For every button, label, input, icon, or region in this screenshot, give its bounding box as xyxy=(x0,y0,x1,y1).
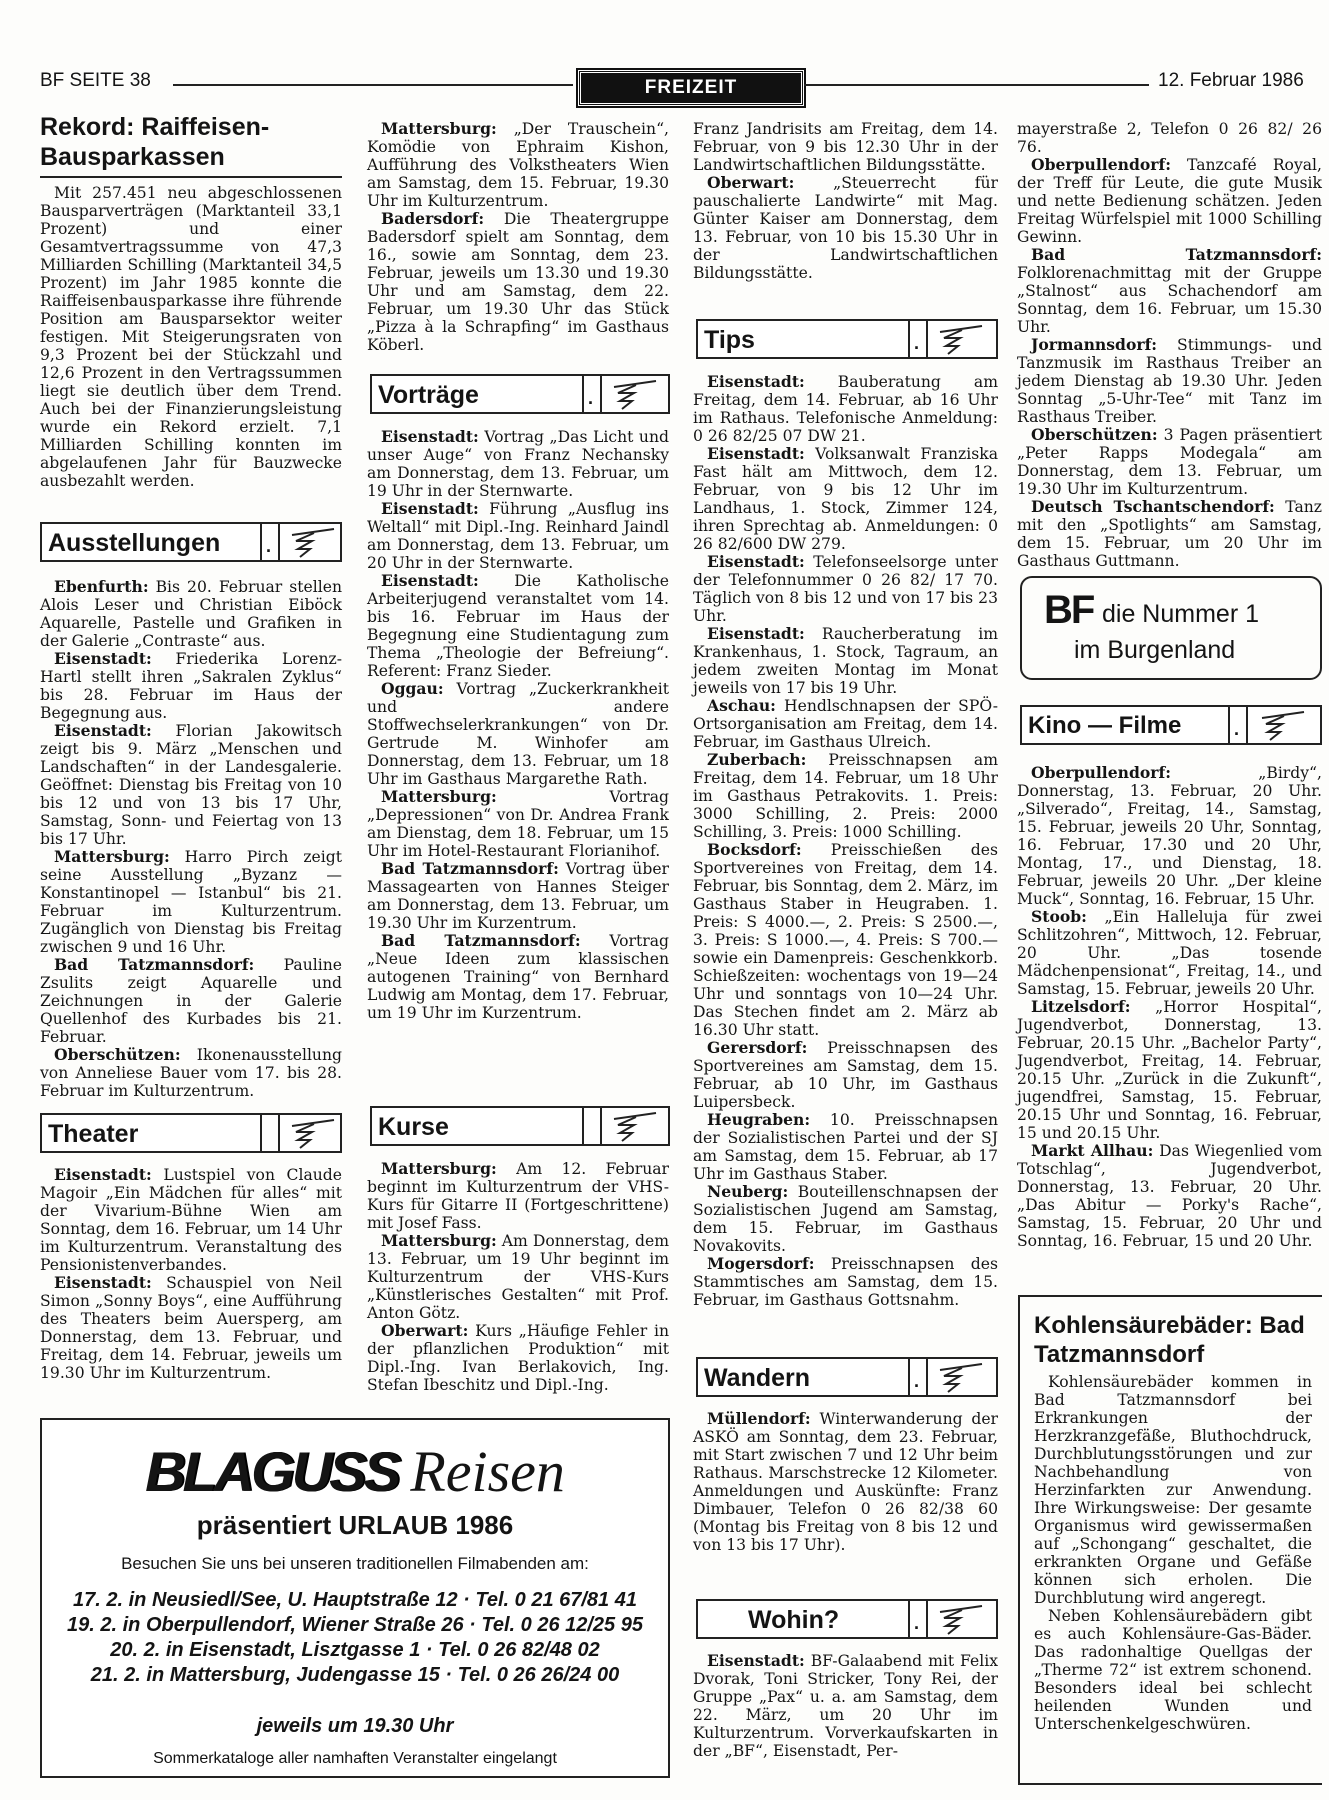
listing-place: Mattersburg: xyxy=(381,1231,497,1250)
listing-text: „Ein Halleluja für zwei Schlitzohren“, Mittwoch, 12. Februar, 20 Uhr. „Das tosende Mädchenpensionat“, Freitag, 14., und Samstag, 15. Februar, jeweils 20 Uhr. xyxy=(1017,908,1322,998)
listing-text: Volksanwalt Franziska Fast hält am Mittwoch, dem 12. Februar, von 9 bis 12 Uhr im Landhaus, 1. Stock, Zimmer 124, ihren Sprechtag ab. Anmeldungen: 0 26 82/600 DW 279. xyxy=(693,445,998,553)
listing-text: Tanzcafé Royal, der Treff für Leute, die gute Musik und nette Bedienung schätzen. Jeden Freitag Würfelspiel mit 1000 Schilling Gewinn. xyxy=(1017,156,1322,246)
listing-entry xyxy=(40,578,342,650)
listing-entry xyxy=(1017,998,1322,1142)
section-label: Ausstellungen xyxy=(48,529,221,557)
pointing-hand-icon xyxy=(288,1118,338,1150)
article-title: Rekord: Raiffeisen-Bausparkassen xyxy=(40,112,342,178)
listing-entry xyxy=(40,1166,342,1274)
bf-logo: BF xyxy=(1044,588,1094,632)
listing-place: Oberschützen: xyxy=(54,1045,181,1064)
section-box-kurse xyxy=(370,1106,670,1146)
section-label: Tips xyxy=(704,326,755,354)
pointing-hand-icon xyxy=(1258,710,1308,742)
listing-text: Winterwanderung der ASKÖ am Sonntag, dem 23. Februar, mit Start zwischen 7 und 12 Uhr beim Rathaus. Marschstrecke 12 Kilometer. Anmeldungen und Auskünfte: Franz Dimbauer, Telefon 0 26 82/38 60 (Montag bis Freitag von 8 bis 12 und von 13 bis 17 Uhr). xyxy=(693,1410,998,1554)
listing-place: Eisenstadt: xyxy=(707,624,805,643)
ad-footer: Sommerkataloge aller namhaften Veranstalter eingelangt xyxy=(153,1750,557,1767)
listing-text: Das Wiegenlied vom Totschlag“, Jugendverbot, Donnerstag, 13. Februar, 20 Uhr. „Das Abitur — Porky's Rache“, Samstag, 15. Februar, 20 Uhr und Sonntag, 16. Februar, 15 und 20 Uhr. xyxy=(1017,1142,1322,1250)
listing-text: Preisschnapsen des Sportvereines am Samstag, dem 15. Februar, ab 10 Uhr, im Gasthaus Luipersbeck. xyxy=(693,1039,998,1111)
listing-place: Eisenstadt: xyxy=(381,427,479,446)
listing-text: „Horror Hospital“, Jugendverbot, Donnerstag, 13. Februar, 20.15 Uhr. „Bachelor Party“, Jugendverbot, Freitag, 14. Februar, 20.15 Uhr. „Zurück in die Zukunft“, jugendfrei, Samstag, 15. Februar, 20.15 Uhr und Sonntag, 16. Februar, 15 und 20.15 Uhr. xyxy=(1017,998,1322,1142)
listing-place: Badersdorf: xyxy=(381,209,485,228)
listing-text: Kurs „Häufige Fehler in der pflanzlichen Produktion“ mit Dipl.-Ing. Ivan Berlakovich, Ing. Stefan Ibeschitz und Dipl.-Ing. xyxy=(367,1322,669,1394)
section-box-ausstellungen: Ausstellungen . xyxy=(40,522,342,562)
listing-place: Mattersburg: xyxy=(381,119,497,138)
listing-text: Telefonseelsorge unter der Telefonnummer 0 26 82/ 17 70. Täglich von 8 bis 12 und von 17 bis 23 Uhr. xyxy=(693,553,998,625)
listing-entry xyxy=(1017,246,1322,336)
listing-entry xyxy=(40,1046,342,1100)
bf-slogan-line2: im Burgenland xyxy=(1074,636,1236,664)
section-box-wohin: Wohin? . xyxy=(696,1599,998,1639)
listing-entry xyxy=(40,722,342,848)
section-label: Wohin? xyxy=(748,1606,840,1634)
listing-text: Friederika Lorenz-Hartl stellt ihren „Sakralen Zyklus“ bis 28. Februar im Haus der Begegnung aus. xyxy=(40,650,342,722)
listing-entry xyxy=(367,120,669,210)
pointing-hand-icon xyxy=(936,324,986,356)
listing-text: BF-Galaabend mit Felix Dvorak, Toni Stricker, Tony Rei, der Gruppe „Pax“ u. a. am Samstag, dem 22. März, um 20 Uhr im Kulturzentrum. Vorverkaufskarten in der „BF“, Eisenstadt, Per- xyxy=(693,1652,998,1760)
listing-entry xyxy=(40,956,342,1046)
listing-text: Preisschießen des Sportvereines von Freitag, dem 14. Februar, bis Sonntag, dem 2. März, im Gasthaus Staber in Heugraben. 1. Preis: S 4000.—, 2. Preis: S 2500.—, 3. Preis: S 1000.—, 4. Preis: S 700.— sowie ein Damenpreis: Geschenkkorb. Schießzeiten: wochentags von 19—24 Uhr und sonntags von 10—24 Uhr. Das Stechen findet am 2. März ab 16.30 Uhr statt. xyxy=(693,841,998,1039)
tips-list xyxy=(693,373,998,1309)
listing-place: Eisenstadt: xyxy=(54,649,152,668)
listing-entry xyxy=(1017,1142,1322,1250)
listing-place: Oberschützen: xyxy=(1031,425,1158,444)
pointing-hand-icon xyxy=(610,379,660,411)
listing-text: Pauline Zsulits zeigt Aquarelle und Zeichnungen in der Galerie Quellenhof des Kurbades bis 21. Februar. xyxy=(40,956,342,1046)
listing-text: Lustspiel von Claude Magoir „Ein Mädchen für alles“ mit der Vivarium-Bühne Wien am Sonntag, dem 16. Februar, um 14 Uhr im Kulturzentrum. Veranstaltung des Pensionistenverbandes. xyxy=(40,1166,342,1274)
listing-place: Oberpullendorf: xyxy=(1031,763,1171,782)
listing-entry xyxy=(693,373,998,445)
kohlensaeure-p2: Neben Kohlensäurebädern gibt es auch Kohlensäure-Gas-Bäder. Das radonhaltige Quellgas der „Therme 72“ ist extrem schonend. Besonders ideal bei schlecht heilenden Wunden und Unterschenkelgeschwüren. xyxy=(1034,1607,1312,1733)
listing-place: Litzelsdorf: xyxy=(1031,997,1131,1016)
listing-entry xyxy=(367,932,669,1022)
listing-entry xyxy=(1017,498,1322,570)
listing-text: Die Theatergruppe Badersdorf spielt am Sonntag, dem 16., sowie am Sonntag, dem 23. Februar, jeweils um 13.30 und 19.30 Uhr und am Samstag, dem 22. Februar, um 19.30 Uhr das Stück „Pizza à la Schrapfing“ im Gasthaus Köberl. xyxy=(367,210,669,354)
listing-text: Schauspiel von Neil Simon „Sonny Boys“, eine Aufführung des Theaters beim Auersperg, am Donnerstag, dem 13. Februar, und Freitag, dem 14. Februar, jeweils um 19.30 Uhr im Kulturzentrum. xyxy=(40,1274,342,1382)
ad-brand: BLAGUSS xyxy=(145,1440,398,1503)
listing-place: Aschau: xyxy=(707,696,776,715)
listing-text: Vortrag „Neue Ideen zum klassischen autogenen Training“ von Bernhard Ludwig am Montag, dem 17. Februar, um 19 Uhr im Kurzentrum. xyxy=(367,932,669,1022)
pointing-hand-icon xyxy=(610,1111,660,1143)
pointing-hand-icon xyxy=(936,1604,986,1636)
listing-text: Bis 20. Februar stellen Alois Leser und Christian Eiböck Aquarelle, Pastelle und Grafiken in der Galerie „Contraste“ aus. xyxy=(40,578,342,650)
column-4 xyxy=(1017,120,1322,570)
listing-place: Neuberg: xyxy=(707,1182,789,1201)
listing-place: Eisenstadt: xyxy=(707,1651,805,1670)
kohlensaeure-p1: Kohlensäurebäder kommen in Bad Tatzmannsdorf bei Erkrankungen der Herzkranzgefäße, Bluthochdruck, Durchblutungsstörungen und zur Nachbehandlung von Herzinfarkten zur Anwendung. Ihre Wirkungsweise: Der gesamte Organismus wird gewissermaßen auf „Schongang“ geschaltet, die erkrankten Organe und Gefäße können sich erholen. Die Durchblutung wird angeregt. xyxy=(1034,1373,1312,1607)
listing-place: Jormannsdorf: xyxy=(1031,335,1158,354)
section-label: Theater xyxy=(48,1120,139,1148)
listing-place: Gerersdorf: xyxy=(707,1038,808,1057)
section-label: Wandern xyxy=(704,1364,811,1392)
listing-place: Müllendorf: xyxy=(707,1409,811,1428)
listing-text: Die Katholische Arbeiterjugend veranstaltet vom 14. bis 16. Februar im Haus der Begegnung eine Studientagung zum Thema „Theologie der Befreiung“. Referent: Franz Sieder. xyxy=(367,572,669,680)
vortraege-list xyxy=(367,428,669,1022)
page-date: 12. Februar 1986 xyxy=(1158,70,1304,91)
continued-text: Franz Jandrisits am Freitag, dem 14. Februar, von 9 bis 12.30 Uhr in der Landwirtschaftlichen Bildungsstätte. xyxy=(693,120,998,174)
listing-place: Oberpullendorf: xyxy=(1031,155,1171,174)
listing-entry xyxy=(1017,156,1322,246)
listing-place: Mattersburg: xyxy=(381,787,497,806)
section-banner xyxy=(578,70,804,106)
listing-entry xyxy=(367,1322,669,1394)
column-1 xyxy=(40,112,342,490)
listing-text: Vortrag über Massagearten von Hannes Steiger am Donnerstag, dem 13. Februar, um 19.30 Uhr im Kurzentrum. xyxy=(367,860,669,932)
listing-entry xyxy=(1017,336,1322,426)
listing-place: Heugraben: xyxy=(707,1110,811,1129)
listing-text: Am 12. Februar beginnt im Kulturzentrum der VHS-Kurs für Gitarre II (Fortgeschrittene) mit Josef Fass. xyxy=(367,1160,669,1232)
listing-text: Vortrag „Zuckerkrankheit und andere Stoffwechselerkrankungen“ von Dr. Gertrude M. Winhofer am Donnerstag, dem 13. Februar, um 18 Uhr im Gasthaus Margarethe Rath. xyxy=(367,680,669,788)
listing-text: 10. Preisschnapsen der Sozialistischen Partei und der SJ am Samstag, dem 15. Februar, ab 17 Uhr im Gasthaus Staber. xyxy=(693,1111,998,1183)
ad-brand-reisen: Reisen xyxy=(410,1439,565,1504)
listing-entry xyxy=(40,848,342,956)
continued-text: mayerstraße 2, Telefon 0 26 82/ 26 76. xyxy=(1017,120,1322,156)
kurse-list xyxy=(367,1160,669,1394)
wohin-list xyxy=(693,1652,998,1760)
kino-list xyxy=(1017,764,1322,1250)
listing-place: Oggau: xyxy=(381,679,444,698)
ad-time: jeweils um 19.30 Uhr xyxy=(256,1715,454,1737)
ad-date-line: 19. 2. in Oberpullendorf, Wiener Straße 26 · Tel. 0 26 12/25 95 xyxy=(67,1614,643,1636)
kohlensaeure-title: Kohlensäurebäder: Bad Tatzmannsdorf xyxy=(1034,1312,1305,1368)
section-box-tips: Tips . xyxy=(696,319,998,359)
bf-promo-box xyxy=(1020,576,1322,680)
theater-list xyxy=(40,1166,342,1382)
listing-entry xyxy=(367,788,669,860)
ad-invitation: Besuchen Sie uns bei unseren traditionellen Filmabenden am: xyxy=(121,1554,589,1573)
listing-place: Bad Tatzmannsdorf: xyxy=(381,931,581,950)
listing-text: Bauberatung am Freitag, dem 14. Februar, ab 16 Uhr im Rathaus. Telefonische Anmeldung: 0 26 82/25 07 DW 21. xyxy=(693,373,998,445)
ad-date-line: 17. 2. in Neusiedl/See, U. Hauptstraße 12 · Tel. 0 21 67/81 41 xyxy=(73,1589,637,1611)
listing-text: Raucherberatung im Krankenhaus, 1. Stock, Tagraum, an jedem zweiten Montag im Monat jeweils von 17 bis 19 Uhr. xyxy=(693,625,998,697)
listing-entry xyxy=(367,680,669,788)
listing-text: „Steuerrecht für pauschalierte Landwirte“ mit Mag. Günter Kaiser am Donnerstag, dem 13. Februar, von 10 bis 15.30 Uhr in der Landwirtschaftlichen Bildungsstätte. xyxy=(693,174,998,282)
listing-entry xyxy=(693,751,998,841)
bf-slogan-line1: die Nummer 1 xyxy=(1102,600,1259,628)
ausstellungen-list xyxy=(40,578,342,1100)
listing-entry xyxy=(693,1652,998,1760)
wandern-list xyxy=(693,1410,998,1554)
listing-text: Preisschnapsen des Stammtisches am Samstag, dem 15. Februar, im Gasthaus Gottsnahm. xyxy=(693,1255,998,1309)
listing-entry xyxy=(367,860,669,932)
section-box-theater xyxy=(40,1113,342,1153)
listing-text: Preisschnapsen am Freitag, dem 14. Februar, um 18 Uhr im Gasthaus Petrakovits. 1. Preis: 3000 Schilling, 2. Preis: 2000 Schilling, 3. Preis: 1000 Schilling. xyxy=(693,751,998,841)
listing-place: Eisenstadt: xyxy=(707,552,805,571)
ad-date-line: 21. 2. in Mattersburg, Judengasse 15 · Tel. 0 26 26/24 00 xyxy=(90,1664,620,1686)
listing-text: Bouteillenschnapsen der Sozialistischen Jugend am Samstag, dem 15. Februar, im Gasthaus Novakovits. xyxy=(693,1183,998,1255)
ad-dates xyxy=(42,1588,668,1688)
listing-entry xyxy=(693,1111,998,1183)
column-3 xyxy=(693,120,998,282)
section-box-vortraege: Vorträge . xyxy=(370,374,670,414)
listing-text: Hendlschnapsen der SPÖ-Ortsorganisation am Freitag, dem 14. Februar, im Gasthaus Ulreich. xyxy=(693,697,998,751)
listing-place: Eisenstadt: xyxy=(707,444,805,463)
section-label: Vorträge xyxy=(378,381,479,409)
listing-text: „Birdy“, Donnerstag, 13. Februar, 20 Uhr. „Silverado“, Freitag, 14., Samstag, 15. Februar, jeweils 20 Uhr, Sonntag, 16. Februar, 17.30 und 20 Uhr, Montag, 17., und Dienstag, 18. Februar, jeweils 20 Uhr. „Der kleine Muck“, Sonntag, 16. Februar, 15 Uhr. xyxy=(1017,764,1322,908)
blaguss-ad xyxy=(40,1418,670,1778)
listing-place: Eisenstadt: xyxy=(381,571,479,590)
listing-place: Bad Tatzmannsdorf: xyxy=(54,955,255,974)
listing-entry xyxy=(693,553,998,625)
section-box-wandern: Wandern . xyxy=(696,1357,998,1397)
listing-place: Mogersdorf: xyxy=(707,1254,815,1273)
listing-place: Eisenstadt: xyxy=(54,1165,152,1184)
listing-place: Stoob: xyxy=(1031,907,1087,926)
section-label: Kurse xyxy=(378,1113,449,1141)
ad-date-line: 20. 2. in Eisenstadt, Lisztgasse 1 · Tel. 0 26 82/48 02 xyxy=(110,1639,600,1661)
listing-entry xyxy=(693,1410,998,1554)
listing-text: Am Donnerstag, dem 13. Februar, um 19 Uhr beginnt im Kulturzentrum der VHS-Kurs „Künstlerisches Gestalten“ mit Prof. Anton Götz. xyxy=(367,1232,669,1322)
listing-place: Markt Allhau: xyxy=(1031,1141,1154,1160)
listing-text: Stimmungs- und Tanzmusik im Rasthaus Treiber an jedem Dienstag ab 19.30 Uhr. Jeden Sonntag „5-Uhr-Tee“ mit Tanz im Rasthaus Treiber. xyxy=(1017,336,1322,426)
section-title: FREIZEIT xyxy=(644,77,738,98)
listing-place: Eisenstadt: xyxy=(381,499,479,518)
listing-entry xyxy=(367,428,669,500)
listing-place: Bocksdorf: xyxy=(707,840,802,859)
kohlensaeure-box xyxy=(1018,1295,1322,1785)
listing-entry xyxy=(367,572,669,680)
listing-text: Harro Pirch zeigt seine Ausstellung „Byzanz — Konstantinopel — Istanbul“ bis 21. Februar im Kulturzentrum. Zugänglich von Dienstag bis Freitag zwischen 9 und 16 Uhr. xyxy=(40,848,342,956)
listing-place: Deutsch Tschantschendorf: xyxy=(1031,497,1275,516)
listing-text: Tanz mit den „Spotlights“ am Samstag, dem 15. Februar, um 20 Uhr im Gasthaus Guttmann. xyxy=(1017,498,1323,570)
listing-entry xyxy=(40,650,342,722)
listing-text: Ikonenausstellung von Anneliese Bauer vom 17. bis 28. Februar im Kulturzentrum. xyxy=(40,1046,342,1100)
header-rule-right xyxy=(804,84,1149,86)
page-number: BF SEITE 38 xyxy=(40,70,151,91)
listing-entry xyxy=(693,174,998,282)
listing-entry xyxy=(1017,764,1322,908)
listing-place: Ebenfurth: xyxy=(54,577,149,596)
listing-place: Oberwart: xyxy=(381,1321,469,1340)
listing-entry xyxy=(693,1255,998,1309)
listing-place: Zuberbach: xyxy=(707,750,807,769)
listing-entry xyxy=(1017,908,1322,998)
listing-text: Florian Jakowitsch zeigt bis 9. März „Menschen und Landschaften“ in der Landesgalerie. Geöffnet: Dienstag bis Freitag von 10 bis 12 und von 13 bis 17 Uhr, Samstag, Sonn- und Feiertag von 13 bis 17 Uhr. xyxy=(40,722,342,848)
listing-place: Eisenstadt: xyxy=(54,721,152,740)
listing-text: 3 Pagen präsentiert „Peter Rapps Modegala“ am Donnerstag, dem 13. Februar, um 19.30 Uhr im Kulturzentrum. xyxy=(1017,426,1322,498)
column-2 xyxy=(367,120,669,354)
listing-text: „Der Trauschein“, Komödie von Ephraim Kishon, Aufführung des Volkstheaters Wien am Samstag, dem 15. Februar, 19.30 Uhr im Kulturzentrum. xyxy=(367,120,669,210)
listing-place: Oberwart: xyxy=(707,173,795,192)
ad-headline: präsentiert URLAUB 1986 xyxy=(196,1510,514,1540)
listing-entry xyxy=(693,697,998,751)
listing-entry xyxy=(367,210,669,354)
listing-entry xyxy=(693,625,998,697)
listing-place: Eisenstadt: xyxy=(54,1273,152,1292)
listing-text: Vortrag „Depressionen“ von Dr. Andrea Frank am Dienstag, dem 18. Februar, um 15 Uhr im Hotel-Restaurant Florianihof. xyxy=(367,788,669,860)
header-rule-left xyxy=(173,84,573,86)
listing-text: Führung „Ausflug ins Weltall“ mit Dipl.-Ing. Reinhard Jaindl am Donnerstag, dem 13. Februar, um 20 Uhr in der Sternwarte. xyxy=(367,500,669,572)
listing-text: Vortrag „Das Licht und unser Auge“ von Franz Nechansky am Donnerstag, dem 13. Februar, um 19 Uhr in der Sternwarte. xyxy=(367,428,669,500)
listing-place: Bad Tatzmannsdorf: xyxy=(1031,245,1322,264)
listing-entry xyxy=(1017,426,1322,498)
section-box-kino: Kino — Filme . xyxy=(1020,705,1322,745)
listing-entry xyxy=(693,1039,998,1111)
pointing-hand-icon xyxy=(288,527,338,559)
listing-entry xyxy=(693,445,998,553)
listing-entry xyxy=(367,500,669,572)
listing-place: Eisenstadt: xyxy=(707,372,805,391)
listing-entry xyxy=(367,1160,669,1232)
listing-entry xyxy=(40,1274,342,1382)
listing-entry xyxy=(367,1232,669,1322)
section-label: Kino — Filme xyxy=(1028,712,1182,739)
pointing-hand-icon xyxy=(936,1362,986,1394)
listing-place: Bad Tatzmannsdorf: xyxy=(381,859,559,878)
listing-entry xyxy=(693,1183,998,1255)
listing-place: Mattersburg: xyxy=(381,1159,497,1178)
article-body: Mit 257.451 neu abgeschlossenen Bausparverträgen (Marktanteil 33,1 Prozent) und einer Gesamtvertragssumme von 47,3 Milliarden Schilling (Marktanteil 34,5 Prozent) im Jahr 1985 konnte die Raiffeisenbausparkasse ihre führende Position am Bausparsektor weiter festigen. Mit Steigerungsraten von 9,3 Prozent bei der Stückzahl und 12,6 Prozent in den Vertragssummen liegt sie deutlich über dem Trend. Auch bei der Finanzierungsleistung wurde ein Rekord erzielt. 7,1 Milliarden Schilling konnten im abgelaufenen Jahr für Bauzwecke ausbezahlt werden. xyxy=(40,184,342,490)
listing-place: Mattersburg: xyxy=(54,847,170,866)
listing-entry xyxy=(693,841,998,1039)
listing-text: Folklorenachmittag mit der Gruppe „Stalnost“ aus Schachendorf am Sonntag, dem 16. Februar, um 15.30 Uhr. xyxy=(1017,264,1322,336)
